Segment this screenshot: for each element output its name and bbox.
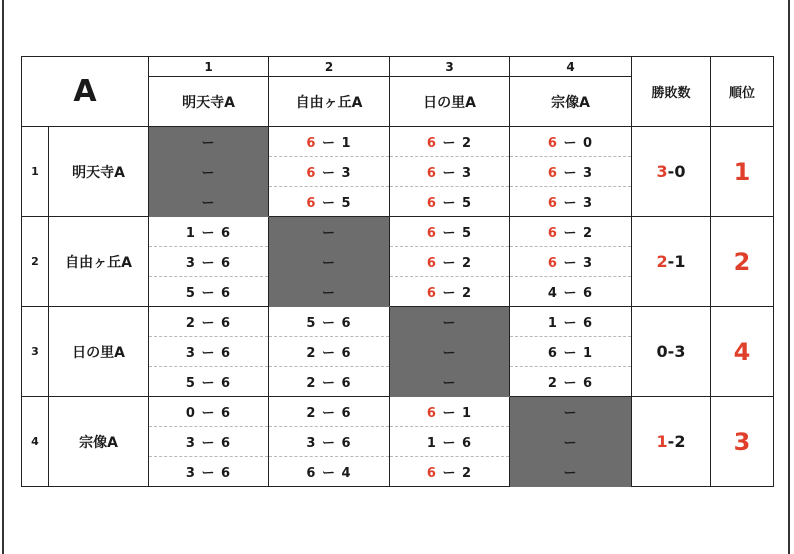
score-separator: ー (436, 466, 463, 481)
score-own: 3 (185, 436, 196, 451)
row-number: 4 (22, 397, 49, 487)
rank-value: 4 (711, 307, 774, 397)
score-opponent: 6 (583, 316, 594, 331)
score-opponent: 2 (462, 136, 473, 151)
score-opponent: 1 (462, 406, 473, 421)
score-own: 3 (185, 466, 196, 481)
score-own: 2 (185, 316, 196, 331)
self-match-cell: ー (390, 367, 510, 397)
score-cell (269, 367, 390, 397)
score-separator: ー (557, 286, 584, 301)
score-opponent: 6 (221, 286, 232, 301)
score-opponent: 6 (221, 406, 232, 421)
record-separator: - (667, 432, 675, 451)
score-opponent: 5 (341, 196, 352, 211)
score-cell (149, 307, 269, 337)
score-own: 1 (547, 316, 558, 331)
record-separator: - (667, 342, 675, 361)
score-own: 2 (306, 346, 317, 361)
score-cell (510, 187, 632, 217)
score-opponent: 1 (583, 346, 594, 361)
score-own: 6 (306, 136, 317, 151)
score-opponent: 6 (341, 436, 352, 451)
score-cell (390, 187, 510, 217)
col-team-name: 自由ヶ丘A (269, 77, 390, 127)
score-opponent: 3 (583, 166, 594, 181)
score-cell (390, 277, 510, 307)
score-cell (149, 247, 269, 277)
score-own: 0 (185, 406, 196, 421)
score-separator: ー (557, 316, 584, 331)
row-number: 1 (22, 127, 49, 217)
score-own: 2 (306, 406, 317, 421)
score-cell (269, 427, 390, 457)
score-cell (269, 337, 390, 367)
score-own: 5 (185, 376, 196, 391)
score-cell (390, 127, 510, 157)
score-cell (390, 157, 510, 187)
score-own: 2 (547, 376, 558, 391)
score-separator: ー (557, 136, 584, 151)
wins-count: 3 (656, 162, 668, 181)
score-cell (149, 337, 269, 367)
score-opponent: 0 (583, 136, 594, 151)
self-match-cell: ー (269, 277, 390, 307)
self-match-cell: ー (390, 337, 510, 367)
score-own: 6 (547, 166, 558, 181)
score-cell (269, 397, 390, 427)
table-row (22, 397, 774, 427)
score-own: 6 (306, 166, 317, 181)
score-separator: ー (316, 196, 342, 211)
score-separator: ー (195, 316, 222, 331)
score-separator: ー (557, 376, 584, 391)
record-separator: - (667, 252, 675, 271)
score-own: 6 (426, 196, 437, 211)
row-team-name: 明天寺A (49, 127, 149, 217)
score-separator: ー (195, 406, 222, 421)
score-opponent: 3 (341, 166, 352, 181)
score-separator: ー (557, 346, 584, 361)
score-cell (149, 277, 269, 307)
self-match-cell: ー (269, 247, 390, 277)
score-own: 3 (185, 346, 196, 361)
score-cell (390, 397, 510, 427)
score-separator: ー (195, 256, 222, 271)
score-separator: ー (557, 196, 584, 211)
score-cell (510, 217, 632, 247)
score-own: 6 (426, 136, 437, 151)
self-match-cell: ー (510, 427, 632, 457)
score-separator: ー (436, 436, 463, 451)
col-number: 2 (269, 57, 390, 77)
score-separator: ー (316, 136, 342, 151)
score-own: 6 (306, 196, 317, 211)
score-cell (149, 217, 269, 247)
score-own: 2 (306, 376, 317, 391)
league-table (21, 56, 774, 487)
score-separator: ー (195, 286, 222, 301)
losses-count: 2 (674, 432, 686, 451)
score-separator: ー (436, 136, 463, 151)
col-team-name: 宗像A (510, 77, 632, 127)
record-separator: - (667, 162, 675, 181)
win-loss-record (632, 397, 711, 487)
score-cell (269, 127, 390, 157)
score-opponent: 5 (462, 226, 473, 241)
score-own: 6 (426, 166, 437, 181)
score-opponent: 2 (583, 226, 594, 241)
score-separator: ー (316, 406, 342, 421)
score-cell (510, 337, 632, 367)
score-cell (269, 307, 390, 337)
score-separator: ー (195, 376, 222, 391)
col-number: 4 (510, 57, 632, 77)
score-separator: ー (436, 196, 463, 211)
score-cell (390, 427, 510, 457)
score-separator: ー (195, 466, 222, 481)
win-loss-record (632, 127, 711, 217)
score-separator: ー (316, 316, 342, 331)
score-separator: ー (436, 286, 463, 301)
score-separator: ー (436, 166, 463, 181)
score-separator: ー (316, 436, 342, 451)
score-own: 6 (547, 346, 558, 361)
score-separator: ー (195, 226, 222, 241)
score-separator: ー (195, 346, 222, 361)
score-opponent: 6 (583, 286, 594, 301)
rank-value: 1 (711, 127, 774, 217)
losses-count: 1 (674, 252, 686, 271)
score-own: 6 (547, 196, 558, 211)
col-number: 3 (390, 57, 510, 77)
self-match-cell: ー (149, 127, 269, 157)
score-own: 6 (426, 406, 437, 421)
score-opponent: 6 (221, 316, 232, 331)
score-cell (510, 307, 632, 337)
row-team-name: 日の里A (49, 307, 149, 397)
rank-value: 2 (711, 217, 774, 307)
group-label: A (22, 57, 149, 127)
wins-count: 2 (656, 252, 668, 271)
wins-count: 1 (656, 432, 668, 451)
score-own: 3 (306, 436, 317, 451)
score-cell (390, 247, 510, 277)
score-separator: ー (557, 256, 584, 271)
score-separator: ー (316, 376, 342, 391)
score-separator: ー (557, 226, 584, 241)
score-own: 6 (547, 256, 558, 271)
wins-losses-header: 勝敗数 (632, 57, 711, 127)
score-cell (510, 247, 632, 277)
score-cell (390, 457, 510, 487)
score-opponent: 6 (221, 346, 232, 361)
rank-value: 3 (711, 397, 774, 487)
score-separator: ー (436, 406, 463, 421)
score-opponent: 1 (341, 136, 352, 151)
row-team-name: 自由ヶ丘A (49, 217, 149, 307)
losses-count: 0 (674, 162, 686, 181)
score-opponent: 6 (462, 436, 473, 451)
score-opponent: 3 (583, 196, 594, 211)
score-own: 6 (547, 136, 558, 151)
score-cell (510, 277, 632, 307)
table-row (22, 127, 774, 157)
rank-header: 順位 (711, 57, 774, 127)
score-own: 5 (306, 316, 317, 331)
self-match-cell: ー (149, 157, 269, 187)
score-cell (149, 427, 269, 457)
score-opponent: 6 (221, 466, 232, 481)
score-opponent: 3 (583, 256, 594, 271)
score-separator: ー (316, 166, 342, 181)
win-loss-record (632, 217, 711, 307)
score-opponent: 2 (462, 286, 473, 301)
self-match-cell: ー (510, 457, 632, 487)
self-match-cell: ー (269, 217, 390, 247)
score-cell (510, 157, 632, 187)
score-cell (390, 217, 510, 247)
score-own: 1 (426, 436, 437, 451)
score-opponent: 6 (341, 316, 352, 331)
score-opponent: 2 (462, 466, 473, 481)
col-team-name: 明天寺A (149, 77, 269, 127)
self-match-cell: ー (390, 307, 510, 337)
score-own: 5 (185, 286, 196, 301)
score-opponent: 6 (221, 436, 232, 451)
col-team-name: 日の里A (390, 77, 510, 127)
score-own: 6 (426, 286, 437, 301)
score-opponent: 6 (341, 406, 352, 421)
score-cell (149, 367, 269, 397)
score-own: 3 (185, 256, 196, 271)
score-separator: ー (316, 466, 342, 481)
table-row (22, 307, 774, 337)
score-separator: ー (316, 346, 342, 361)
score-own: 6 (426, 256, 437, 271)
score-cell (149, 457, 269, 487)
score-cell (269, 457, 390, 487)
score-cell (269, 157, 390, 187)
score-opponent: 6 (341, 346, 352, 361)
score-opponent: 6 (583, 376, 594, 391)
score-cell (149, 397, 269, 427)
col-number: 1 (149, 57, 269, 77)
score-opponent: 4 (341, 466, 352, 481)
score-opponent: 6 (341, 376, 352, 391)
score-opponent: 6 (221, 376, 232, 391)
score-opponent: 6 (221, 256, 232, 271)
league-body (22, 127, 774, 487)
losses-count: 3 (674, 342, 686, 361)
score-separator: ー (436, 256, 463, 271)
score-own: 6 (547, 226, 558, 241)
row-team-name: 宗像A (49, 397, 149, 487)
score-own: 1 (185, 226, 196, 241)
self-match-cell: ー (510, 397, 632, 427)
score-opponent: 6 (221, 226, 232, 241)
score-own: 6 (306, 466, 317, 481)
score-cell (510, 367, 632, 397)
win-loss-record (632, 307, 711, 397)
score-cell (510, 127, 632, 157)
score-cell (269, 187, 390, 217)
score-own: 6 (426, 226, 437, 241)
score-separator: ー (436, 226, 463, 241)
score-opponent: 3 (462, 166, 473, 181)
score-own: 4 (547, 286, 558, 301)
wins-count: 0 (656, 342, 668, 361)
score-opponent: 2 (462, 256, 473, 271)
row-number: 2 (22, 217, 49, 307)
row-number: 3 (22, 307, 49, 397)
score-separator: ー (195, 436, 222, 451)
score-separator: ー (557, 166, 584, 181)
score-opponent: 5 (462, 196, 473, 211)
table-row (22, 217, 774, 247)
self-match-cell: ー (149, 187, 269, 217)
score-own: 6 (426, 466, 437, 481)
